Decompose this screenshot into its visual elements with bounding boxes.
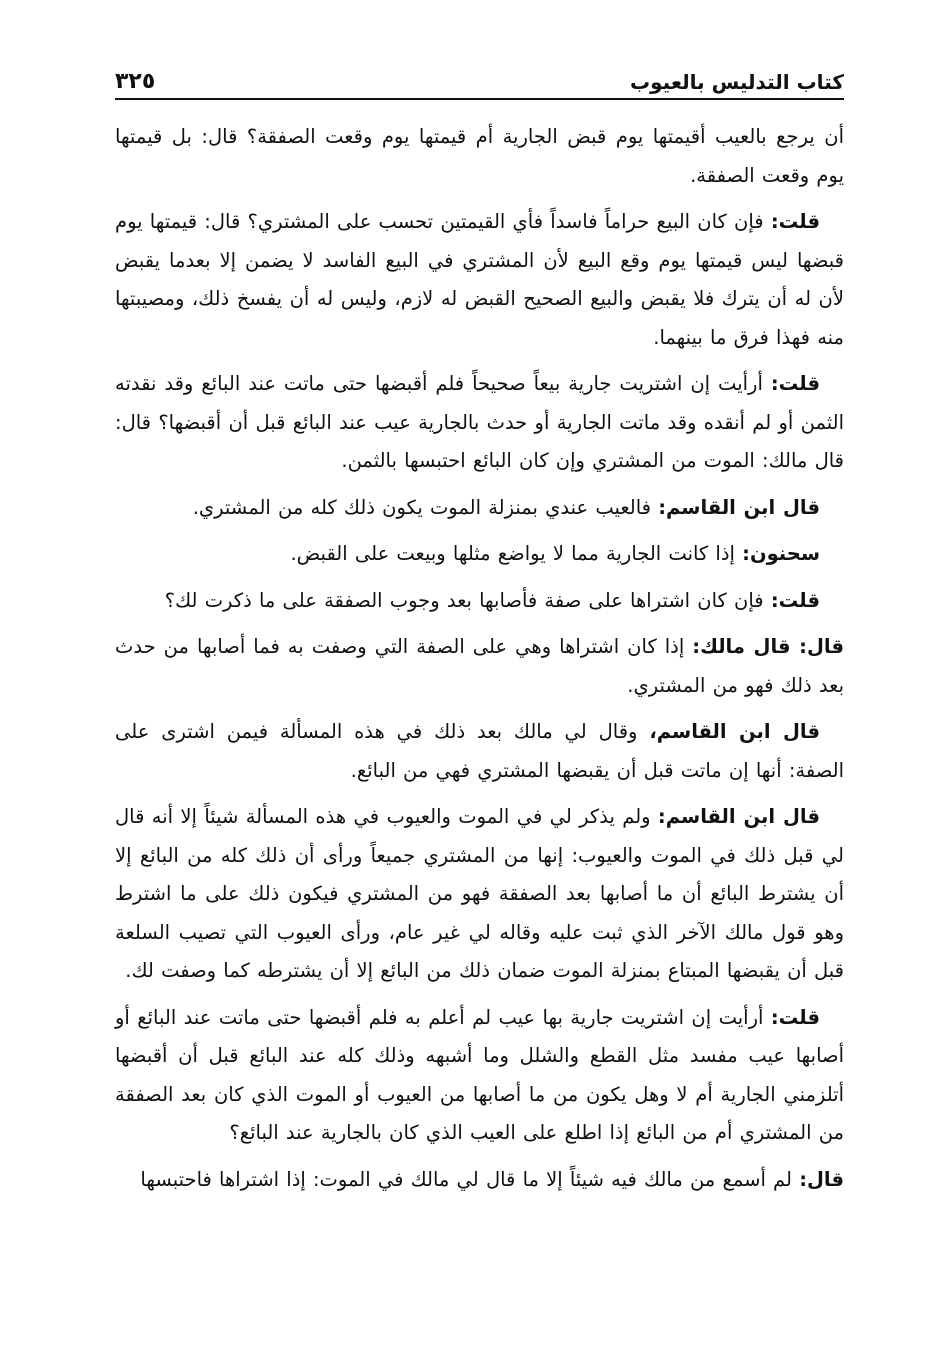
paragraph-lead: قلت: <box>770 372 820 395</box>
paragraph-lead: قلت: <box>770 1005 820 1029</box>
paragraph <box>115 713 844 790</box>
paragraph-lead: قال ابن القاسم: <box>657 805 820 828</box>
paragraph-lead: قال: <box>799 1167 844 1191</box>
paragraph-lead: قال ابن القاسم، <box>649 720 820 743</box>
paragraph-text: أن يرجع بالعيب أقيمتها يوم قبض الجارية أم قيمتها يوم وقعت الصفقة؟ قال: بل قيمتها يوم وقعت الصفقة. <box>115 125 844 187</box>
paragraph-lead: قال ابن القاسم: <box>658 495 820 519</box>
paragraph <box>115 489 844 528</box>
paragraph-text: ولم يذكر لي في الموت والعيوب في هذه المسألة شيئاً إلا أنه قال لي قبل ذلك في الموت والعيوب: إنها من المشتري جميعاً ورأى أن ذلك كله من البائع إلا أن يشترط البائع أن ما أصابها بعد الصفقة فهو من المشتري فيكون ذلك على ما اشترط وهو قول مالك الآخر الذي ثبت عليه وقاله لي غير عام، ورأى العيوب التي تصيب السلعة قبل أن يقبضها المبتاع بمنزلة الموت ضمان ذلك من البائع إلا أن يشترطه كما وصفت لك. <box>115 805 844 982</box>
paragraph-text: أرأيت إن اشتريت جارية بها عيب لم أعلم به فلم أقبضها حتى ماتت عند البائع أو أصابها عيب مفسد مثل القطع والشلل وما أشبهه وذلك كله عند البائع قبل أن أقبضها أتلزمني الجارية أم لا وهل يكون من ما أصابها من العيوب أو الموت الذي كان بعد الصفقة من المشتري أم من البائع إذا اطلع على العيب الذي كان بالجارية عند البائع؟ <box>115 1005 844 1144</box>
paragraph <box>115 535 844 574</box>
paragraph <box>115 203 844 357</box>
paragraph-text: لم أسمع من مالك فيه شيئاً إلا ما قال لي مالك في الموت: إذا اشتراها فاحتبسها <box>140 1167 792 1191</box>
paragraph-text: إذا كان اشتراها وهي على الصفة التي وصفت به فما أصابها من حدث بعد ذلك فهو من المشتري. <box>115 635 844 697</box>
paragraph <box>115 1161 844 1200</box>
paragraph-text: إذا كانت الجارية مما لا يواضع مثلها وبيعت على القبض. <box>290 542 735 565</box>
paragraph-lead: قلت: <box>770 210 820 233</box>
page-body <box>115 118 844 1207</box>
paragraph-lead: سحنون: <box>742 542 820 565</box>
paragraph-text: أرأيت إن اشتريت جارية بيعاً صحيحاً فلم أقبضها حتى ماتت عند البائع وقد نقدته الثمن أو لم أنقده وقد ماتت الجارية أو حدث بالجارية عيب عند البائع قبل أن أقبضها؟ قال: قال مالك: الموت من المشتري وإن كان البائع احتبسها بالثمن. <box>115 372 844 472</box>
running-title: كتاب التدليس بالعيوب <box>630 70 844 94</box>
page-header <box>115 58 844 100</box>
paragraph-lead: قال: قال مالك: <box>692 635 844 658</box>
paragraph <box>115 628 844 705</box>
page-number: ٣٢٥ <box>115 69 156 94</box>
paragraph-text: فإن كان البيع حراماً فاسداً فأي القيمتين تحسب على المشتري؟ قال: قيمتها يوم قبضها ليس قيمتها يوم وقع البيع لأن المشتري في البيع الفاسد لا يضمن إلا بعدما يقبض لأن له أن يترك فلا يقبض والبيع الصحيح القبض له لازم، وليس له أن يفسخ ذلك، ومصيبتها منه فهذا فرق ما بينهما. <box>115 210 844 349</box>
paragraph <box>115 999 844 1153</box>
paragraph-text: وقال لي مالك بعد ذلك في هذه المسألة فيمن اشترى على الصفة: أنها إن ماتت قبل أن يقبضها المشتري فهي من البائع. <box>115 720 844 782</box>
paragraph-text: فإن كان اشتراها على صفة فأصابها بعد وجوب الصفقة على ما ذكرت لك؟ <box>164 588 764 612</box>
paragraph <box>115 798 844 991</box>
paragraph-text: فالعيب عندي بمنزلة الموت يكون ذلك كله من المشتري. <box>192 495 652 519</box>
paragraph <box>115 582 844 621</box>
paragraph <box>115 365 844 481</box>
paragraph <box>115 118 844 195</box>
paragraph-lead: قلت: <box>770 588 820 612</box>
